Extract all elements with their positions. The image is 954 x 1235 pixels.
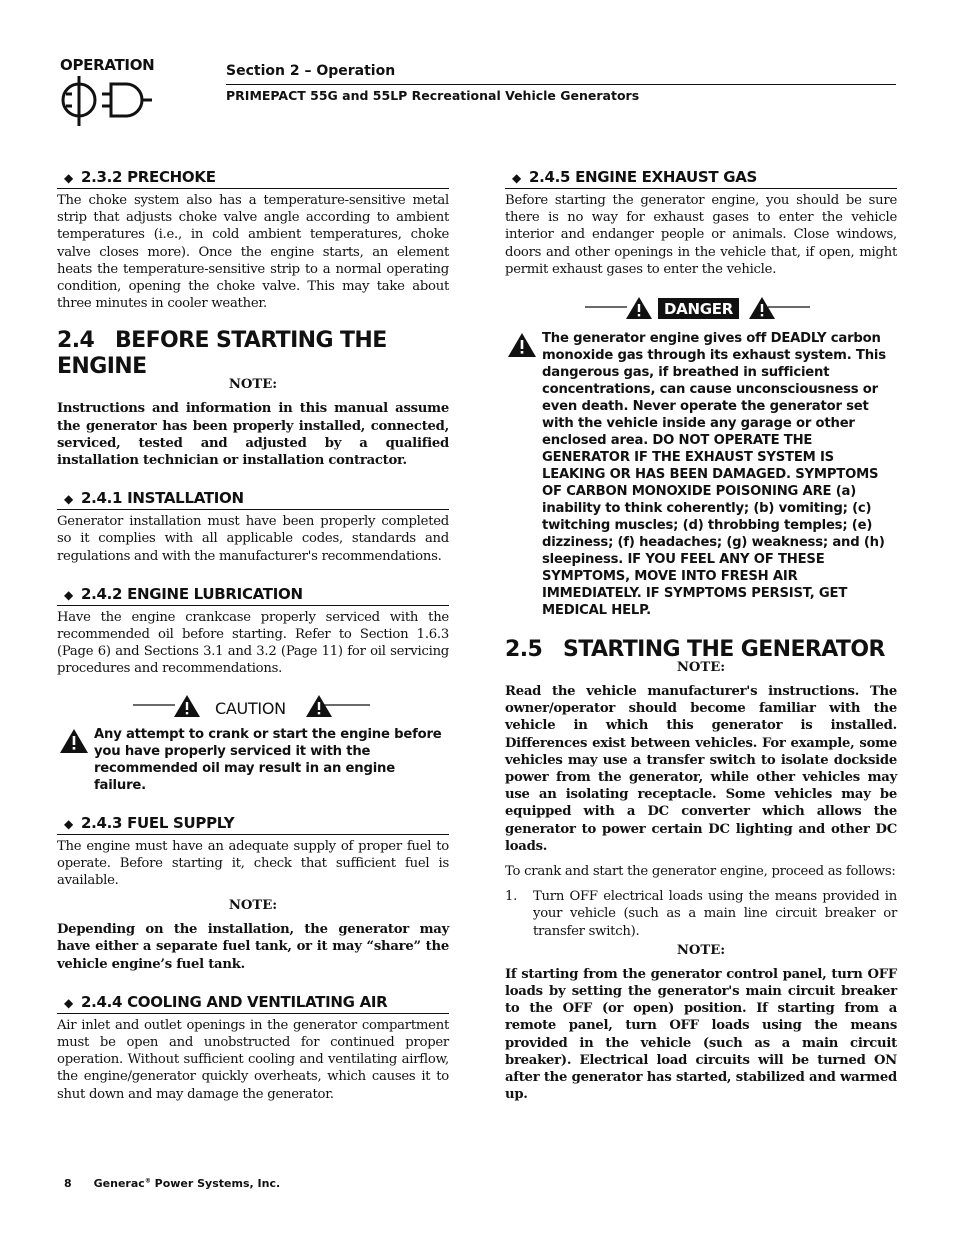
- section-2-4-title-text: BEFORE STARTING THE ENGINE: [57, 328, 387, 380]
- step-1-note-text: If starting from the generator control panel, turn OFF loads by setting the generator's main circuit breaker to the OFF (or open) position. If starting from a remote panel, turn OFF loads using the means provided in the vehicle (such as a main circuit breaker). Electrical load circuits will be turned ON after the generator has started, stabilized and warmed up.: [505, 966, 897, 1103]
- cooling-text: Air inlet and outlet openings in the generator compartment must be open and unobstructed for continued proper operation. Without sufficient cooling and ventilating airflow, the engine/generator quickly overheats, which causes it to shut down and may damage the generator.: [57, 1017, 449, 1102]
- lubrication-text: Have the engine crankcase properly serviced with the recommended oil before starting. Refer to Section 1.6.3 (Page 6) and Sections 3.1 and 3.2 (Page 11) for oil servicing procedures and recommendations.: [57, 609, 449, 677]
- diamond-bullet-icon: ◆: [64, 587, 73, 602]
- danger-label: DANGER: [664, 300, 733, 319]
- section-2-4-number: 2.4: [57, 328, 95, 354]
- heading-installation: [57, 485, 449, 510]
- danger-text: The generator engine gives off DEADLY carbon monoxide gas through its exhaust system. This dangerous gas, if breathed in sufficient concentrations, can cause unconsciousness or even death. Never operate the generator set with the vehicle inside any garage or other enclosed area. DO NOT OPERATE THE GENERATOR IF THE EXHAUST SYSTEM IS LEAKING OR HAS BEEN DAMAGED. SYMPTOMS OF CARBON MONOXIDE POISONING ARE (a) inability to think coherently; (b) vomiting; (c) twitching muscles; (d) throbbing temples; (e) dizziness; (f) headaches; (g) weakness; and (h) sleepiness. IF YOU FEEL ANY OF THESE SYMPTOMS, MOVE INTO FRESH AIR IMMEDIATELY. IF SYMPTOMS PERSIST, GET MEDICAL HELP.: [542, 331, 886, 619]
- section-2-4-title: [57, 328, 449, 380]
- step-1-note-label: NOTE:: [676, 942, 726, 958]
- diamond-bullet-icon: ◆: [512, 171, 521, 185]
- footer-company-rest: Power Systems, Inc.: [150, 1177, 281, 1190]
- heading-fuel: [57, 810, 449, 835]
- fuel-text: The engine must have an adequate supply of proper fuel to operate. Before starting it, check that sufficient fuel is available.: [57, 838, 449, 889]
- section-2-5-number: 2.5: [505, 637, 543, 663]
- operation-logo-label: OPERATION: [60, 56, 155, 74]
- footer-company: Generac: [93, 1177, 145, 1190]
- step-1-number: 1.: [505, 889, 518, 905]
- right-column: [505, 164, 897, 1103]
- warning-triangle-icon: [507, 332, 537, 358]
- footer-reg-mark: ®: [144, 1177, 151, 1185]
- header-rule: [226, 84, 896, 85]
- prechoke-text: The choke system also has a temperature-sensitive metal strip that adjusts choke valve angle according to ambient temperatures (i.e., in cold ambient temperatures, choke valve closes more). Once the engine starts, an element heats the temperature-sensitive strip to a normal operating condition, opening the choke valve. This may take about three minutes in cooler weather.: [57, 193, 449, 312]
- plug-socket-icon: [60, 74, 160, 134]
- section-2-5-note: Read the vehicle manufacturer's instructions. The owner/operator should become familiar with the vehicle in which this generator is installed. Differences exist between vehicles. For example, some vehicles may use a transfer switch to isolate dockside power from the generator, while other vehicles may use an isolating receptacle. Some vehicles may be equipped with a DC converter which allows the generator to power certain DC lighting and other DC loads.: [505, 684, 897, 854]
- section-2-4-note: Instructions and information in this manual assume the generator has been properly installed, connected, serviced, tested and adjusted by a qualified installation technician or installation contractor.: [57, 401, 449, 469]
- heading-cooling-text: 2.4.4 COOLING AND VENTILATING AIR: [80, 992, 388, 1011]
- page-footer: [64, 1177, 280, 1190]
- heading-prechoke: [57, 164, 449, 189]
- diamond-bullet-icon: ◆: [64, 995, 73, 1010]
- start-intro: To crank and start the generator engine, proceed as follows:: [505, 864, 896, 880]
- heading-installation-text: 2.4.1 INSTALLATION: [80, 489, 244, 508]
- installation-text: Generator installation must have been properly completed so it complies with all applicable codes, standards and regulations and with the manufacturer's recommendations.: [57, 514, 449, 564]
- fuel-note-text: Depending on the installation, the generator may have either a separate fuel tank, or it may “share” the vehicle engine’s fuel tank.: [57, 922, 449, 972]
- caution-text: Any attempt to crank or start the engine before you have properly serviced it with the recommended oil may result in an engine failure.: [94, 726, 442, 793]
- section-header: Section 2 – Operation: [226, 63, 396, 79]
- note-label: NOTE:: [676, 660, 726, 676]
- danger-box: [505, 330, 897, 619]
- step-1-text: Turn OFF electrical loads using the means provided in your vehicle (such as a main line circuit breaker or transfer switch).: [533, 889, 897, 939]
- heading-fuel-text: 2.4.3 FUEL SUPPLY: [80, 813, 235, 832]
- exhaust-text: Before starting the generator engine, you should be sure there is no way for exhaust gases to enter the vehicle interior and endanger people or animals. Close windows, doors and other openings in the vehicle that, if open, might permit exhaust gases to enter the vehicle.: [505, 193, 897, 277]
- caution-box: [57, 726, 449, 794]
- heading-exhaust: [505, 164, 897, 189]
- caution-banner: [57, 692, 449, 720]
- heading-prechoke-text: 2.3.2 PRECHOKE: [80, 168, 216, 186]
- product-header: PRIMEPACT 55G and 55LP Recreational Vehicle Generators: [226, 88, 640, 103]
- left-column: [57, 164, 449, 1103]
- heading-cooling: [57, 989, 449, 1014]
- danger-banner: [505, 294, 897, 322]
- heading-lubrication: [57, 581, 449, 606]
- page-number: 8: [64, 1177, 72, 1190]
- caution-label: CAUTION: [215, 698, 286, 718]
- note-label: NOTE:: [228, 377, 278, 393]
- diamond-bullet-icon: ◆: [64, 171, 73, 185]
- diamond-bullet-icon: ◆: [64, 816, 73, 831]
- heading-lubrication-text: 2.4.2 ENGINE LUBRICATION: [80, 584, 303, 603]
- operation-logo: [60, 56, 160, 130]
- list-item: [505, 888, 897, 940]
- fuel-note-label: NOTE:: [228, 898, 278, 914]
- diamond-bullet-icon: ◆: [64, 492, 73, 507]
- heading-exhaust-text: 2.4.5 ENGINE EXHAUST GAS: [528, 168, 758, 186]
- section-2-5-title-text: STARTING THE GENERATOR: [563, 637, 885, 663]
- warning-triangle-icon: [59, 728, 89, 754]
